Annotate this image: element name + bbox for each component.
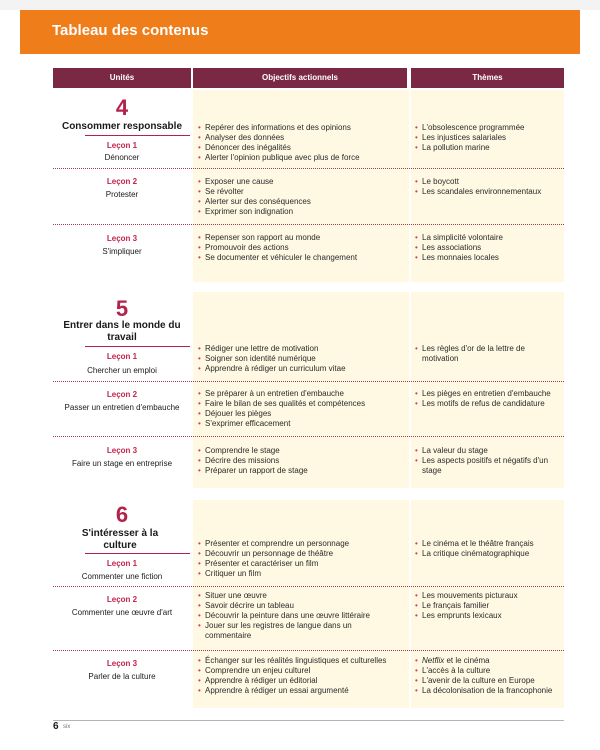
unit-title-rule (85, 553, 190, 554)
footer-rule (53, 720, 564, 721)
objective-item: • Présenter et comprendre un personnage (198, 539, 404, 549)
theme-item: • La valeur du stage (415, 446, 550, 456)
objective-item: • Apprendre à rédiger un curriculum vitae (198, 364, 404, 374)
objective-item: • Décrire des missions (198, 456, 404, 466)
lesson-label: Leçon 2 (106, 595, 138, 604)
objective-item: • Préparer un rapport de stage (198, 466, 404, 476)
theme-item: • Les scandales environnementaux (415, 187, 563, 197)
objectives-list (198, 177, 404, 217)
objective-item: • Jouer sur les registres de langue dans un commentaire (198, 621, 375, 641)
theme-item: • Les pièges en entretien d'embauche (415, 389, 563, 399)
lesson-name: Faire un stage en entreprise (71, 459, 173, 468)
themes-list (415, 389, 563, 409)
objective-item: • Situer une œuvre (198, 591, 404, 601)
theme-item: • Les motifs de refus de candidature (415, 399, 563, 409)
objectives-list (198, 591, 404, 641)
objective-item: • Échanger sur les réalités linguistiques et culturelles (198, 656, 404, 666)
column-header-objectives: Objectifs actionnels (193, 68, 407, 88)
page-title: Tableau des contenus (52, 22, 209, 39)
themes-list (415, 591, 563, 621)
unit-number: 4 (115, 95, 129, 120)
objectives-list (198, 123, 404, 163)
unit-number: 6 (115, 502, 129, 527)
objectives-list (198, 446, 404, 476)
column-header-themes: Thèmes (411, 68, 564, 88)
theme-item: • La simplicité volontaire (415, 233, 563, 243)
objective-item: • Repérer des informations et des opinions (198, 123, 404, 133)
unit-title-rule (85, 346, 190, 347)
themes-list (415, 123, 563, 153)
row-separator (53, 168, 564, 169)
top-band (0, 0, 600, 10)
row-separator (53, 586, 564, 587)
themes-list (415, 656, 563, 696)
objective-item: • Présenter et caractériser un film (198, 559, 404, 569)
column-divider (409, 500, 411, 708)
objective-item: • Critiquer un film (198, 569, 404, 579)
objectives-list (198, 344, 404, 374)
header-band (20, 10, 580, 54)
row-separator (53, 224, 564, 225)
theme-item: • La pollution marine (415, 143, 563, 153)
theme-item: • L'avenir de la culture en Europe (415, 676, 563, 686)
lesson-name: Protester (105, 190, 139, 199)
row-separator (53, 650, 564, 651)
objective-item: • Promouvoir des actions (198, 243, 404, 253)
lesson-name: S'impliquer (102, 247, 142, 256)
theme-item: • Les monnaies locales (415, 253, 563, 263)
objective-item: • Se révolter (198, 187, 404, 197)
row-separator (53, 436, 564, 437)
theme-item: • La décolonisation de la francophonie (415, 686, 563, 696)
page-number-word: six (63, 724, 71, 730)
theme-item: • Les associations (415, 243, 563, 253)
objective-item: • Alerter l'opinion publique avec plus de force (198, 153, 404, 163)
lesson-label: Leçon 3 (106, 446, 138, 455)
column-divider (409, 292, 411, 488)
theme-item: • Les mouvements picturaux (415, 591, 563, 601)
objectives-list (198, 389, 404, 429)
themes-list (415, 446, 550, 476)
unit-title: Entrer dans le monde du travail (63, 320, 181, 343)
objective-item: • Comprendre un enjeu culturel (198, 666, 404, 676)
lesson-label: Leçon 2 (106, 177, 138, 186)
theme-item: • Le boycott (415, 177, 563, 187)
objective-item: • Analyser des données (198, 133, 404, 143)
objective-item: • Repenser son rapport au monde (198, 233, 404, 243)
theme-item: • Les injustices salariales (415, 133, 563, 143)
column-divider (409, 90, 411, 282)
theme-item: • Netflix et le cinéma (415, 656, 563, 666)
objective-item: • Exprimer son indignation (198, 207, 404, 217)
objective-item: • Comprendre le stage (198, 446, 404, 456)
objective-item: • Alerter sur des conséquences (198, 197, 404, 207)
objectives-list (198, 656, 404, 696)
objective-item: • Se documenter et véhiculer le changement (198, 253, 404, 263)
themes-list (415, 344, 530, 364)
objectives-list (198, 233, 404, 263)
theme-item: • L'obsolescence programmée (415, 123, 563, 133)
themes-list (415, 539, 563, 559)
objective-item: • Se préparer à un entretien d'embauche (198, 389, 404, 399)
lesson-label: Leçon 1 (106, 352, 138, 361)
objective-item: • Découvrir un personnage de théâtre (198, 549, 404, 559)
objective-item: • S'exprimer efficacement (198, 419, 404, 429)
objective-item: • Soigner son identité numérique (198, 354, 404, 364)
unit-title-rule (85, 135, 190, 136)
theme-item: • Les emprunts lexicaux (415, 611, 563, 621)
row-separator (53, 381, 564, 382)
page-number: 6 (53, 721, 59, 732)
objective-item: • Apprendre à rédiger un essai argumenté (198, 686, 404, 696)
lesson-name: Dénoncer (104, 153, 140, 162)
theme-item: • L'accès à la culture (415, 666, 563, 676)
unit-title: Consommer responsable (61, 121, 183, 132)
objective-item: • Apprendre à rédiger un éditorial (198, 676, 404, 686)
themes-list (415, 177, 563, 197)
objective-item: • Savoir décrire un tableau (198, 601, 404, 611)
lesson-label: Leçon 3 (106, 234, 138, 243)
objective-item: • Dénoncer des inégalités (198, 143, 404, 153)
theme-item: • Le français familier (415, 601, 563, 611)
column-header-units: Unités (53, 68, 191, 88)
lesson-name: Parler de la culture (88, 672, 156, 681)
lesson-label: Leçon 1 (106, 141, 138, 150)
objective-item: • Faire le bilan de ses qualités et compétences (198, 399, 404, 409)
themes-list (415, 233, 563, 263)
theme-item: • La critique cinématographique (415, 549, 563, 559)
objectives-list (198, 539, 404, 579)
lesson-label: Leçon 2 (106, 390, 138, 399)
netflix-title: Netflix (422, 656, 445, 665)
objective-item: • Découvrir la peinture dans une œuvre littéraire (198, 611, 404, 621)
lesson-name: Chercher un emploi (87, 366, 157, 375)
theme-item: • Le cinéma et le théâtre français (415, 539, 563, 549)
lesson-name: Passer un entretien d'embauche (64, 403, 180, 412)
lesson-name: Commenter une œuvre d'art (71, 608, 173, 617)
lesson-name: Commenter une fiction (81, 572, 163, 581)
unit-title: S'intéresser à la culture (81, 528, 159, 551)
objective-item: • Rédiger une lettre de motivation (198, 344, 404, 354)
objective-item: • Déjouer les pièges (198, 409, 404, 419)
lesson-label: Leçon 3 (106, 659, 138, 668)
theme-item: • Les aspects positifs et négatifs d'un stage (415, 456, 550, 476)
objective-item: • Exposer une cause (198, 177, 404, 187)
unit-number: 5 (115, 296, 129, 321)
theme-item: • Les règles d'or de la lettre de motivation (415, 344, 530, 364)
lesson-label: Leçon 1 (106, 559, 138, 568)
